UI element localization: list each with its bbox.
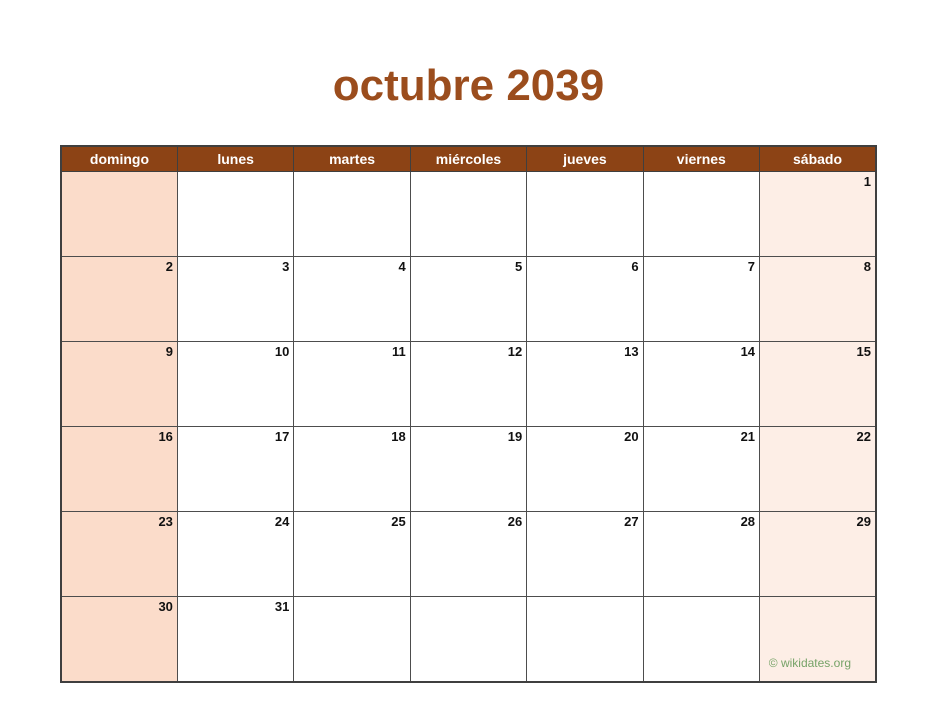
day-cell [177,427,293,512]
day-cell [410,427,526,512]
day-cell [527,342,643,427]
day-cell [294,427,410,512]
day-cell [643,172,759,257]
day-cell [177,172,293,257]
day-cell [61,512,177,597]
calendar-table [60,145,877,683]
day-cell [760,257,876,342]
day-cell [177,512,293,597]
day-cell [760,512,876,597]
day-number: 7 [747,259,756,274]
day-cell [61,172,177,257]
day-number: 11 [392,344,406,359]
weekday-header-sabado: sábado [760,146,876,172]
day-cell [760,342,876,427]
day-cell [61,342,177,427]
day-cell [177,257,293,342]
day-number: 13 [624,344,639,359]
weekday-header-domingo: domingo [61,146,177,172]
day-number: 2 [165,259,173,274]
day-number: 16 [158,429,173,444]
day-number: 17 [274,429,290,444]
weekday-header-viernes: viernes [643,146,759,172]
week-row [61,427,876,512]
day-cell [527,427,643,512]
day-number: 26 [507,514,523,529]
day-number: 22 [856,429,871,444]
day-number: 10 [274,344,290,359]
page-title: octubre 2039 [332,61,605,110]
day-number: 30 [158,599,173,614]
week-row [61,257,876,342]
day-cell [61,257,177,342]
day-number: 9 [165,344,173,359]
day-cell [643,257,759,342]
day-number: 20 [624,429,639,444]
wikidates-credit: © wikidates.org [768,656,851,670]
day-cell [61,427,177,512]
day-number: 6 [631,259,639,274]
weekday-header-miercoles: miércoles [410,146,526,172]
day-number: 5 [514,259,523,274]
day-cell [410,512,526,597]
day-number: 19 [507,429,523,444]
day-cell [410,257,526,342]
day-cell [527,512,643,597]
day-number: 12 [507,344,523,359]
day-cell [760,427,876,512]
day-number: 23 [158,514,173,529]
day-cell [294,172,410,257]
day-number: 14 [740,344,756,359]
day-cell [294,257,410,342]
weekday-header-row [61,146,876,172]
day-number: 27 [624,514,639,529]
day-number: 4 [398,259,406,274]
weekday-header-jueves: jueves [527,146,643,172]
day-cell [527,172,643,257]
day-number: 8 [863,259,871,274]
day-number: 28 [740,514,756,529]
day-number: 3 [282,259,290,274]
day-cell [177,342,293,427]
day-cell [527,257,643,342]
day-number: 15 [856,344,871,359]
day-number: 18 [391,429,406,444]
day-cell [643,512,759,597]
day-number: 31 [274,599,290,614]
week-row [61,512,876,597]
day-number: 29 [856,514,871,529]
day-number: 24 [274,514,290,529]
day-cell [294,342,410,427]
day-number: 1 [863,174,871,189]
day-cell [643,427,759,512]
day-cell [643,342,759,427]
day-cell [410,172,526,257]
week-row [61,172,876,257]
day-number: 21 [740,429,756,444]
day-cell [760,172,876,257]
day-cell [294,512,410,597]
weekday-header-lunes: lunes [177,146,293,172]
day-number: 25 [391,514,406,529]
calendar-body [61,172,876,683]
week-row [61,342,876,427]
weekday-header-martes: martes [294,146,410,172]
day-cell [410,342,526,427]
